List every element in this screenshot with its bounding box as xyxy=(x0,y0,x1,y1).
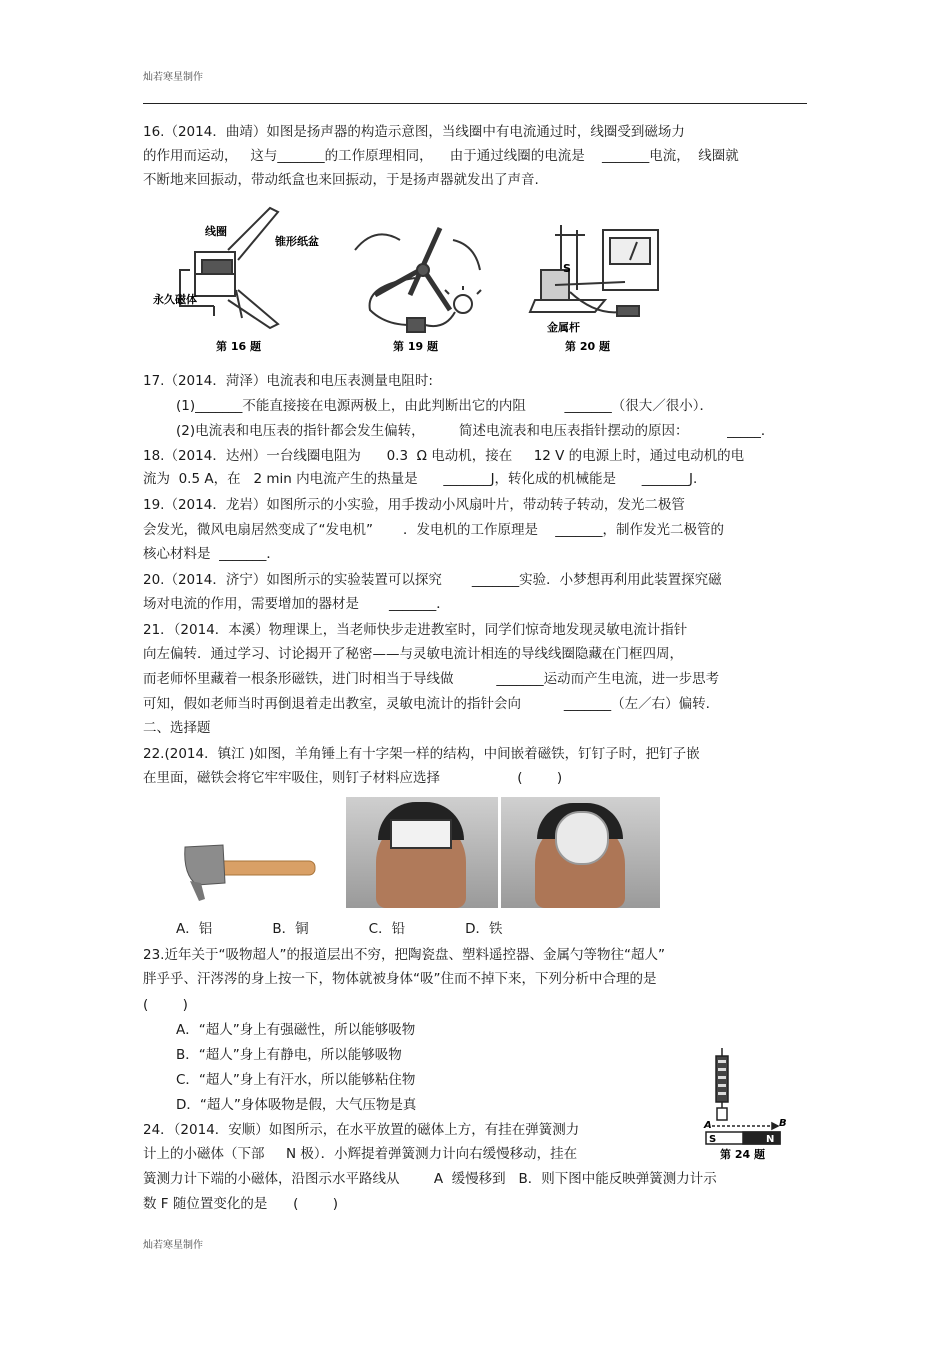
label-magnet: 永久磁体 xyxy=(153,293,197,306)
option-a: A．“超人”身上有强磁性，所以能够吸物 xyxy=(176,1022,416,1038)
label-cone: 锥形纸盆 xyxy=(275,235,319,248)
text-line: 21．（2014．本溪）物理课上，当老师快步走进教室时，同学们惊奇地发现灵敏电流计指针 xyxy=(143,622,688,638)
label-s-pole: S xyxy=(709,1134,717,1145)
text-line: 数 F 随位置变化的是 ( ) xyxy=(143,1196,338,1212)
label-coil: 线圈 xyxy=(205,225,227,238)
options-q22: A．铝 B．铜 C．铅 D．铁 xyxy=(176,921,503,937)
label-rod: 金属杆 xyxy=(547,321,580,334)
text-line: 22.(2014．镇江 )如图，羊角锤上有十字架一样的结构，中间嵌着磁铁，钉钉子时，把钉子嵌 xyxy=(143,746,700,762)
text-line: 会发光，微风电扇居然变成了“发电机” ．发电机的工作原理是 _______，制作发光二极管的 xyxy=(143,522,724,538)
text-line: 胖乎乎、汗涔涔的身上按一下，物体就被身体“吸”住而不掉下来，下列分析中合理的是 xyxy=(143,971,657,987)
text-line: 不断地来回振动，带动纸盒也来回振动，于是扬声器就发出了声音. xyxy=(143,172,539,188)
text-line: 的作用而运动， 这与_______的工作原理相同， 由于通过线圈的电流是 _______电流， 线圈就 xyxy=(143,148,739,164)
text-line: 24．（2014．安顺）如图所示，在水平放置的磁体上方，有挂在弹簧测力 xyxy=(143,1122,580,1138)
page-header: 灿若寒星制作 xyxy=(143,72,203,83)
speaker-diagram xyxy=(150,200,340,360)
fig19-caption: 第 19 题 xyxy=(393,340,438,353)
text-line: 流为 0.5 A，在 2 min 内电流产生的热量是 _______J，转化成的机械能是 _______J. xyxy=(143,471,698,487)
header-rule xyxy=(143,103,807,104)
text-line: 簧测力计下端的小磁体，沿图示水平路线从 A 缓慢移到 B．则下图中能反映弹簧测力计示 xyxy=(143,1171,717,1187)
photo-man-plate xyxy=(501,797,660,908)
text-line: 在里面，磁铁会将它牢牢吸住，则钉子材料应选择 ( ) xyxy=(143,770,563,786)
fig24-caption: 第 24 题 xyxy=(720,1148,765,1161)
option-d: D．“超人”身体吸物是假，大气压物是真 xyxy=(176,1097,417,1113)
fig20-caption: 第 20 题 xyxy=(565,340,610,353)
fan-led-diagram xyxy=(345,200,515,360)
text-line: ( ) xyxy=(143,997,188,1013)
option-b: B．“超人”身上有静电，所以能够吸物 xyxy=(176,1047,402,1063)
text-line: 可知，假如老师当时再倒退着走出教室，灵敏电流计的指针会向 _______（左／右）偏转. xyxy=(143,696,710,712)
text-line: 计上的小磁体（下部 N 极）．小辉提着弹簧测力计向右缓慢移动，挂在 xyxy=(143,1146,578,1162)
text-line: (2)电流表和电压表的指针都会发生偏转， 简述电流表和电压表指针摆动的原因： _____． xyxy=(176,423,775,439)
hammer-image xyxy=(175,825,320,905)
text-line: 17.（2014．菏泽）电流表和电压表测量电阻时: xyxy=(143,373,433,389)
text-line: 核心材料是 _______． xyxy=(143,546,280,562)
label-s: S xyxy=(563,262,571,275)
text-line: 18.（2014．达州）一台线圈电阻为 0.3 Ω 电动机，接在 12 V 的电源上时，通过电动机的电 xyxy=(143,448,745,464)
text-line: 场对电流的作用，需要增加的器材是 _______． xyxy=(143,596,450,612)
label-a: A xyxy=(704,1120,712,1131)
option-c: C．“超人”身上有汗水，所以能够粘住物 xyxy=(176,1072,416,1088)
label-b: B xyxy=(779,1118,787,1129)
text-line: 20.（2014．济宁）如图所示的实验装置可以探究 _______实验．小梦想再利用此装置探究磁 xyxy=(143,572,722,588)
text-line: 23.近年关于“吸物超人”的报道层出不穷，把陶瓷盘、塑料遥控器、金属勺等物往“超人” xyxy=(143,947,665,963)
fig16-caption: 第 16 题 xyxy=(216,340,261,353)
section-heading: 二、选择题 xyxy=(143,720,211,736)
text-line: 19.（2014．龙岩）如图所示的小实验，用手拨动小风扇叶片，带动转子转动，发光二极管 xyxy=(143,497,685,513)
photo-man-phone xyxy=(346,797,498,908)
apparatus-diagram xyxy=(525,200,675,360)
text-line: 16.（2014．曲靖）如图是扬声器的构造示意图，当线圈中有电流通过时，线圈受到磁场力 xyxy=(143,124,685,140)
spring-scale-diagram xyxy=(700,1046,790,1162)
label-n-pole: N xyxy=(766,1134,775,1145)
text-line: (1)_______不能直接接在电源两极上，由此判断出它的内阻 _______（很大／很小）． xyxy=(176,398,713,414)
text-line: 而老师怀里藏着一根条形磁铁，进门时相当于导线做 _______运动而产生电流，进一步思考 xyxy=(143,671,720,687)
page-footer: 灿若寒星制作 xyxy=(143,1240,203,1251)
text-line: 向左偏转．通过学习、讨论揭开了秘密——与灵敏电流计相连的导线线圈隐藏在门框四周， xyxy=(143,646,683,662)
